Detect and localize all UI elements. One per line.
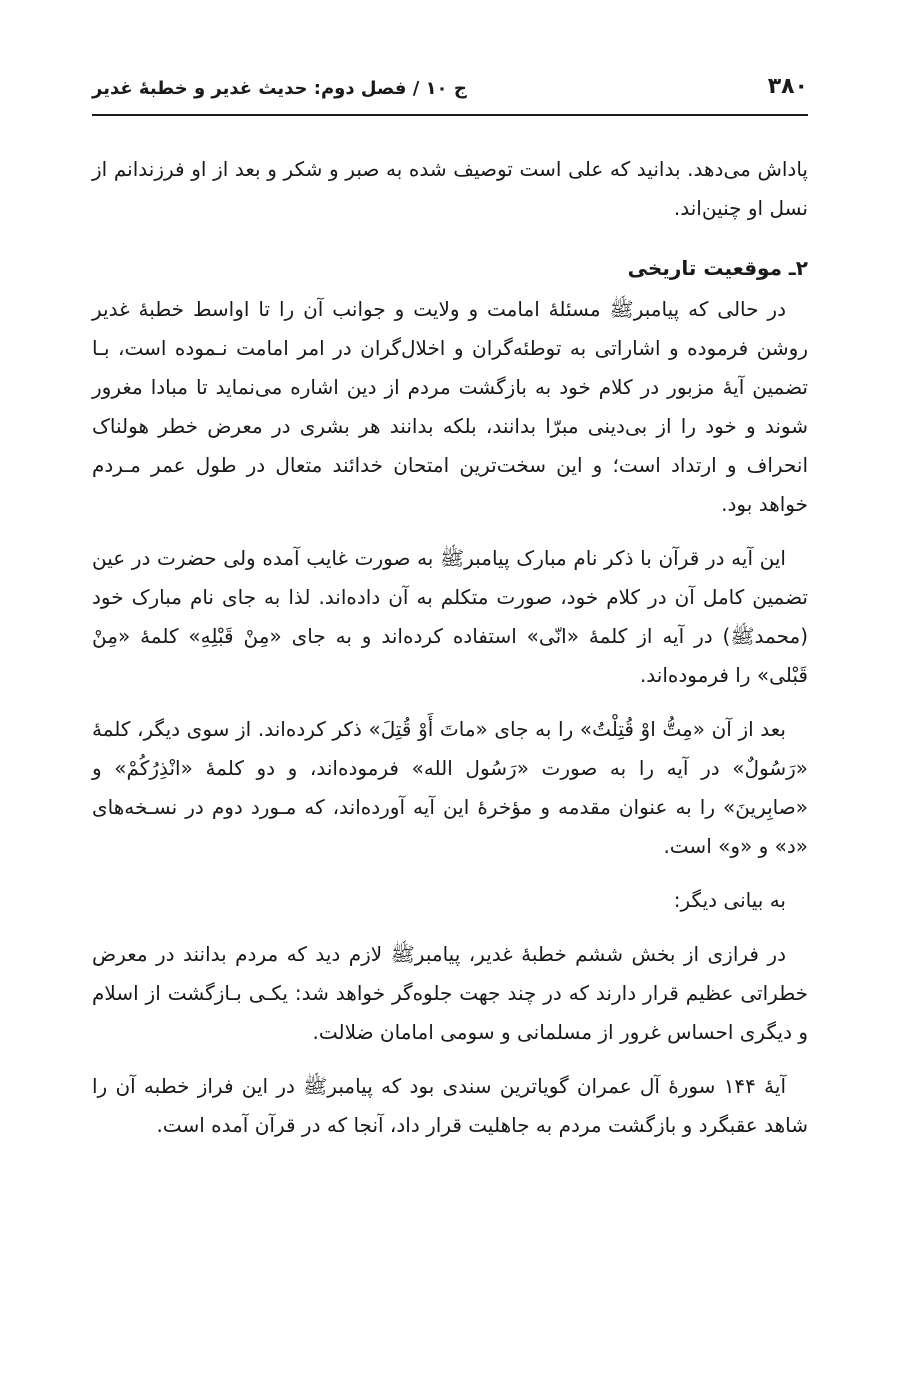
page-number: ۳۸۰ (767, 74, 808, 99)
chapter-title: ج ۱۰ / فصل دوم: حدیث غدیر و خطبۀ غدیر (92, 78, 467, 99)
paragraph-3: بعد از آن «مِتُّ اوْ قُتِلْتُ» را به جای «ماتَ أَوْ قُتِلَ» ذکر کرده‌اند. از سوی دیگر، کلمۀ «رَسُولٌ» در آیه را به صورت «رَسُول الله» فرموده‌اند، و دو کلمۀ «انْذِرُکُمْ» و «صابِرینَ» را به عنوان مقدمه و مؤخرۀ این آیه آورده‌اند، که مـورد دوم در نسـخه‌های «د» و «و» است. (92, 717, 808, 858)
section-heading: ۲ـ موقعیت تاریخی (627, 256, 808, 280)
paragraph-1: در حالی که پیامبرﷺ مسئلۀ امامت و ولایت و جوانب آن را تا اواسط خطبۀ غدیر روشن فرموده و اشاراتی به توطئه‌گران و اخلال‌گران در امر امامت نـموده است، بـا تضمین آیۀ مزبور در کلام خود به بازگشت مردم از دین اشاره می‌نماید تا مبادا مغرور شوند و خود را از بی‌دینی مبرّا بدانند، بلکه بدانند هر بشری در معرض خطر هولناک انحراف و ارتداد است؛ و این سخت‌ترین امتحان خدائند متعال در طول عمر مـردم خواهد بود. (92, 297, 808, 516)
page-body (92, 116, 808, 1145)
paragraph-2: این آیه در قرآن با ذکر نام مبارک پیامبرﷺ به صورت غایب آمده ولی حضرت در عین تضمین کامل آن در کلام خود، صورت متکلم به آن داده‌اند. لذا به جای نام مبارک خود (محمدﷺ) در آیه از کلمۀ «انّی» استفاده کرده‌اند و به جای «مِنْ قَبْلِهِ» کلمۀ «مِنْ قَبْلی» را فرموده‌اند. (92, 546, 808, 687)
paragraph-4: به بیانی دیگر: (673, 888, 786, 912)
running-header (92, 70, 808, 116)
paragraph-intro: پاداش می‌دهد. بدانید که علی است توصیف شده به صبر و شکر و بعد از او فرزندانم از نسل او چنین‌اند. (92, 157, 808, 220)
paragraph-5: در فرازی از بخش ششم خطبۀ غدیر، پیامبرﷺ لازم دید که مردم بدانند در معرض خطراتی عظیم قرار دارند که در چند جهت جلوه‌گر خواهد شد: یکـی بـازگشت از اسلام و دیگری احساس غرور از مسلمانی و سومی امامان ضلالت. (92, 942, 808, 1044)
paragraph-6: آیۀ ۱۴۴ سورۀ آل عمران گویاترین سندی بود که پیامبرﷺ در این فراز خطبه آن را شاهد عقبگرد و بازگشت مردم به جاهلیت قرار داد، آنجا که در قرآن آمده است. (92, 1074, 808, 1137)
book-page (92, 70, 808, 1160)
